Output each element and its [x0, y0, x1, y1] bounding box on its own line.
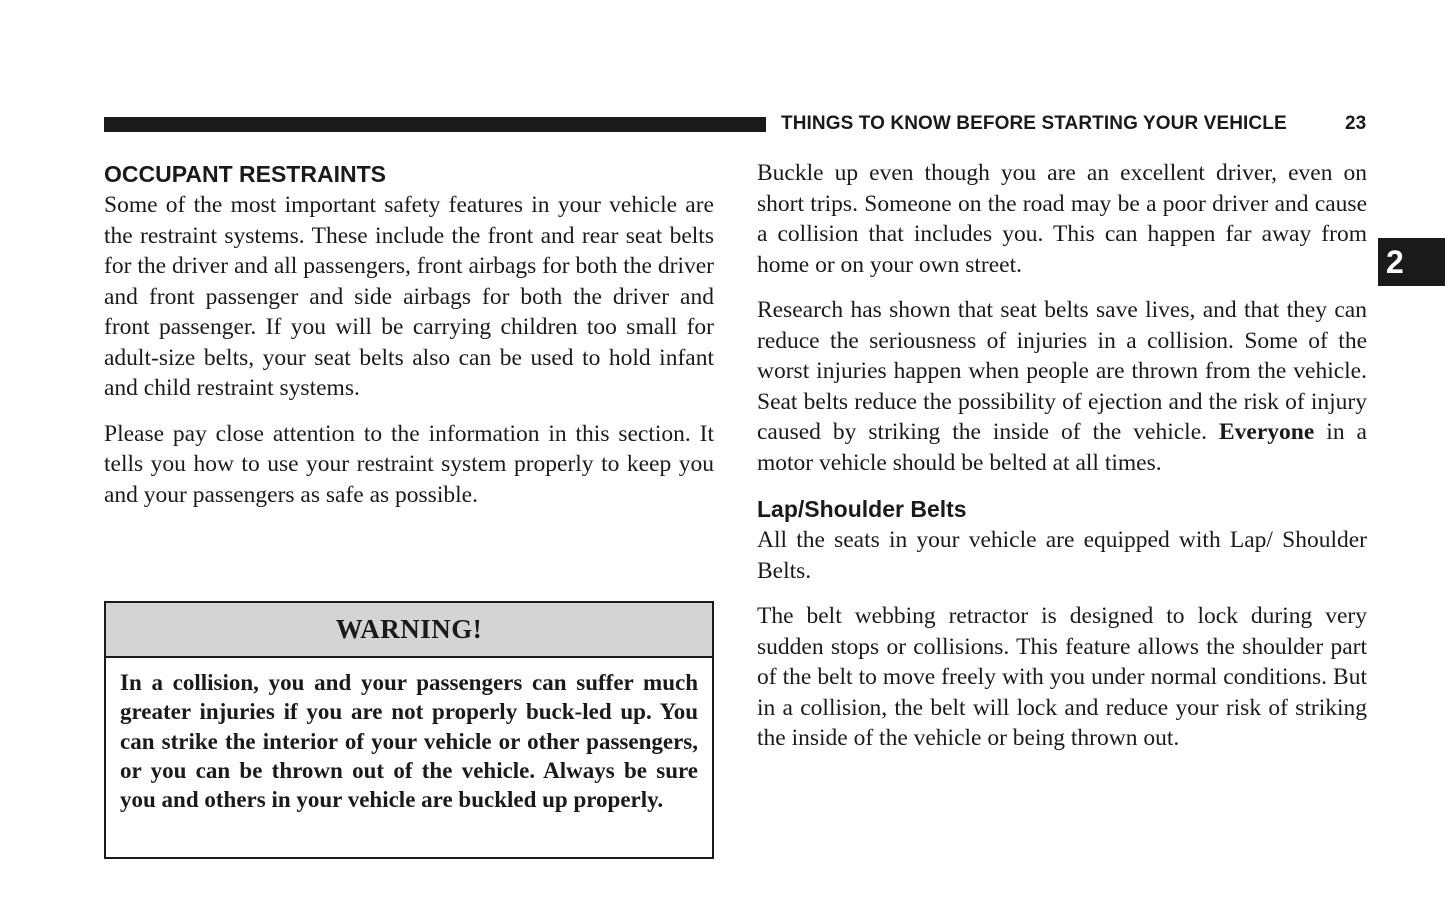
paragraph-pay-attention: Please pay close attention to the information in this section. It tells you how to use your restraint system properly to keep you and your passengers as safe as possible. — [104, 420, 714, 508]
warning-title: WARNING! — [106, 603, 712, 658]
chapter-tab-number: 2 — [1386, 243, 1404, 280]
left-column — [104, 158, 714, 525]
subheading-lap-shoulder-belts: Lap/Shoulder Belts — [757, 496, 967, 522]
paragraph-buckle-up: Buckle up even though you are an excellent driver, even on short trips. Someone on the road may be a poor driver and cause a collision that includes you. This can happen far away from home or on your own street. — [757, 160, 1367, 278]
running-header-title: THINGS TO KNOW BEFORE STARTING YOUR VEHICLE — [781, 113, 1287, 134]
paragraph-research — [757, 295, 1367, 478]
paragraph-research-start: Research has shown that seat belts save lives, and that they can reduce the seriousness of injuries in a collision. Some of the worst injuries happen when people are thrown from the vehicle. Seat belts reduce the possibility of ejection and the risk of injury caused by striking the inside of the vehicle. — [757, 297, 1367, 445]
header-rule — [104, 117, 766, 132]
paragraph-retractor: The belt webbing retractor is designed to lock during very sudden stops or collisions. This feature allows the shoulder part of the belt to move freely with you under normal conditions. But in a collision, the belt will lock and reduce your risk of striking the inside of the vehicle or being thrown out. — [757, 603, 1367, 751]
paragraph-seats-equipped: All the seats in your vehicle are equipped with Lap/ Shoulder Belts. — [757, 527, 1367, 584]
chapter-tab — [1378, 238, 1445, 286]
section-heading-occupant-restraints: OCCUPANT RESTRAINTS — [104, 161, 386, 187]
emphasis-everyone: Everyone — [1219, 419, 1315, 445]
paragraph-restraint-systems: Some of the most important safety features in your vehicle are the restraint systems. These include the front and rear seat belts for the driver and all passengers, front airbags for both the driver and front passenger and side airbags for both the driver and front passenger. If you will be carrying children too small for adult-size belts, your seat belts also can be used to hold infant and child restraint systems. — [104, 192, 714, 401]
paragraph-research-end: in a motor vehicle should be belted at all times. — [757, 419, 1367, 476]
warning-box — [104, 601, 714, 859]
right-column — [757, 158, 1367, 769]
warning-text: In a collision, you and your passengers can suffer much greater injuries if you are not properly buck-led up. You can strike the interior of your vehicle or other passengers, or you can be thrown out of the vehicle. Always be sure you and others in your vehicle are buckled up properly. — [120, 670, 698, 813]
page-number: 23 — [1345, 113, 1367, 134]
